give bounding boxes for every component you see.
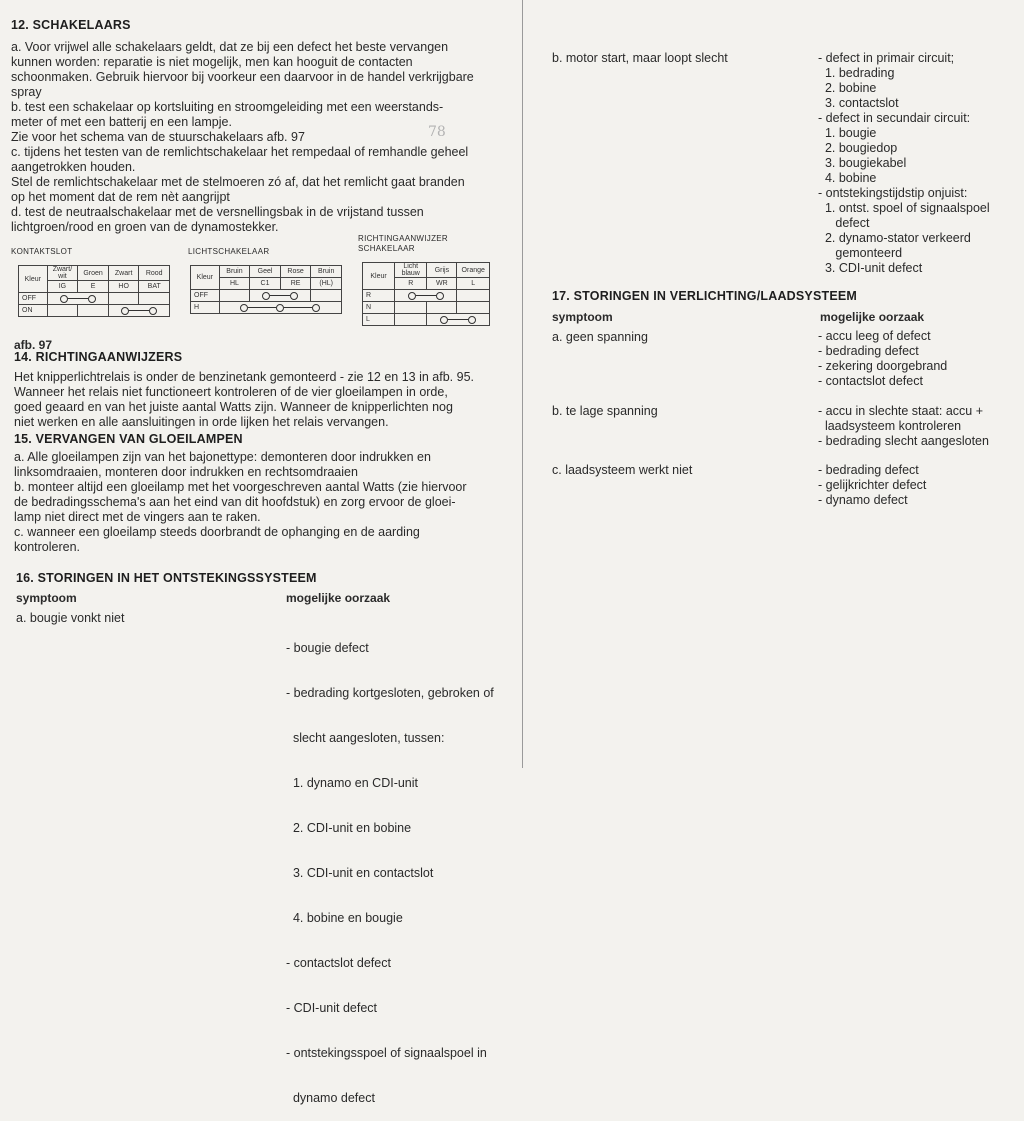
connection-mark	[47, 293, 108, 305]
figure-caption: afb. 97	[14, 338, 53, 352]
table-code-cell: C1	[250, 278, 281, 290]
section-17-causes-b	[818, 404, 989, 449]
table-header-cell: Kleur	[363, 263, 395, 290]
table-cell	[108, 293, 139, 305]
cause-item: - bedrading kortgesloten, gebroken of	[286, 686, 494, 700]
table-header-cell: Groen	[78, 266, 109, 281]
text-line: lamp niet direct met de vingers aan te raken.	[14, 510, 261, 524]
table-row-label: OFF	[191, 290, 220, 302]
cause-item: - defect in secundair circuit:	[818, 111, 971, 125]
lichtschakelaar-switch-table	[190, 265, 342, 314]
column-divider	[522, 0, 523, 768]
cause-item: - contactslot defect	[818, 374, 923, 388]
table-header-cell: Bruin	[311, 266, 342, 278]
text-line: spray	[11, 85, 42, 99]
connection-mark	[219, 302, 341, 314]
section-16-title: 16. STORINGEN IN HET ONTSTEKINGSSYSTEEM	[16, 571, 317, 585]
table-cell	[427, 302, 457, 314]
table-code-cell: L	[457, 278, 490, 290]
section-15-title: 15. VERVANGEN VAN GLOEILAMPEN	[14, 432, 243, 446]
cause-item: - bedrading defect	[818, 463, 919, 477]
text-line: a. Voor vrijwel alle schakelaars geldt, dat ze bij een defect het beste vervangen	[11, 40, 449, 54]
cause-item: - zekering doorgebrand	[818, 359, 948, 373]
cause-item: - contactslot defect	[286, 956, 391, 970]
section-17-cause-header: mogelijke oorzaak	[820, 310, 925, 324]
text-line: goed geaard en van het juiste aantal Watts zijn. Wanneer de knipperlichten nog	[14, 400, 453, 414]
cause-item: - ontstekingstijdstip onjuist:	[818, 186, 968, 200]
text-line: niet werken en alle aansluitingen in orde lijken het relais vervangen.	[14, 415, 389, 429]
text-line: d. test de neutraalschakelaar met de versnellingsbak in de vrijstand tussen	[11, 205, 424, 219]
cause-item: defect	[818, 216, 870, 230]
cause-item: slecht aangesloten, tussen:	[286, 731, 445, 745]
text-line: linksomdraaien, monteren door indrukken en rechtsomdraaien	[14, 465, 358, 479]
text-line: a. Alle gloeilampen zijn van het bajonettype: demonteren door indrukken en	[14, 450, 431, 464]
table-header-cell: Rood	[139, 266, 170, 281]
text-line: op het moment dat de rem nèt aangrijpt	[11, 190, 230, 204]
table-row-label: H	[191, 302, 220, 314]
text-line: b. monteer altijd een gloeilamp met het voorgeschreven aantal Watts (zie hiervoor	[14, 480, 467, 494]
section-14-title: 14. RICHTINGAANWIJZERS	[14, 350, 183, 364]
cause-item: 4. bobine	[818, 171, 877, 185]
section-12-title: 12. SCHAKELAARS	[11, 18, 131, 32]
text-line: lichtgroen/rood en groen van de dynamostekker.	[11, 220, 279, 234]
cause-item: 4. bobine en bougie	[286, 911, 403, 925]
section-16-cause-header: mogelijke oorzaak	[286, 591, 391, 605]
cause-item: gemonteerd	[818, 246, 903, 260]
table-row-label: OFF	[19, 293, 48, 305]
cause-item: 2. bougiedop	[818, 141, 898, 155]
connection-mark	[395, 290, 457, 302]
section-17-symptom-b: b. te lage spanning	[552, 404, 658, 418]
section-17-symptom-header: symptoom	[552, 310, 613, 324]
text-line: Wanneer het relais niet functioneert kontroleren of de vier gloeilampen in orde,	[14, 385, 448, 399]
text-line: kunnen worden: reparatie is niet mogelijk, men kan hooguit de contacten	[11, 55, 413, 69]
table-header-cell: Zwart	[108, 266, 139, 281]
richting-label-2: SCHAKELAAR	[358, 244, 415, 253]
table-cell	[395, 302, 427, 314]
table-row-label: R	[363, 290, 395, 302]
cause-item: - gelijkrichter defect	[818, 478, 927, 492]
section-17-symptom-a: a. geen spanning	[552, 330, 648, 344]
table-row-label: ON	[19, 305, 48, 317]
section-16-symptom-a: a. bougie vonkt niet	[16, 611, 125, 625]
text-line: c. wanneer een gloeilamp steeds doorbrandt de ophanging en de aarding	[14, 525, 420, 539]
table-header-cell: Zwart/ wit	[47, 266, 78, 281]
table-cell	[78, 305, 109, 317]
text-line: c. tijdens het testen van de remlichtschakelaar het rempedaal of remhandle geheel	[11, 145, 469, 159]
kontaktslot-label: KONTAKTSLOT	[11, 247, 73, 256]
table-header-cell: Grijs	[427, 263, 457, 278]
text-line: Het knipperlichtrelais is onder de benzinetank gemonteerd - zie 12 en 13 in afb. 95.	[14, 370, 475, 384]
cause-item: - accu leeg of defect	[818, 329, 931, 343]
cause-item: dynamo defect	[286, 1091, 375, 1105]
section-16-symptom-b: b. motor start, maar loopt slecht	[552, 51, 728, 65]
table-code-cell: BAT	[139, 281, 170, 293]
section-16-causes-b	[818, 51, 990, 276]
cause-item: 3. contactslot	[818, 96, 899, 110]
cause-item: - bougie defect	[286, 641, 369, 655]
table-cell	[457, 290, 490, 302]
cause-item: 3. CDI-unit en contactslot	[286, 866, 434, 880]
table-code-cell: (HL)	[311, 278, 342, 290]
cause-item: 2. dynamo-stator verkeerd	[818, 231, 971, 245]
richting-switch-table	[362, 262, 490, 326]
text-line: Zie voor het schema van de stuurschakelaars afb. 97	[11, 130, 305, 144]
table-cell	[139, 293, 170, 305]
text-line: aangetrokken houden.	[11, 160, 136, 174]
cause-item: - CDI-unit defect	[286, 1001, 378, 1015]
table-cell	[457, 302, 490, 314]
connection-mark	[427, 314, 490, 326]
cause-item: - ontstekingsspoel of signaalspoel in	[286, 1046, 487, 1060]
text-line: b. test een schakelaar op kortsluiting en stroomgeleiding met een weerstands-	[11, 100, 444, 114]
text-line: Stel de remlichtschakelaar met de stelmoeren zó af, dat het remlicht gaat branden	[11, 175, 465, 189]
cause-item: laadsysteem kontroleren	[818, 419, 962, 433]
section-17-title: 17. STORINGEN IN VERLICHTING/LAADSYSTEEM	[552, 289, 858, 303]
table-header-cell: Geel	[250, 266, 281, 278]
section-16-symptom-header: symptoom	[16, 591, 77, 605]
cause-item: 1. bougie	[818, 126, 877, 140]
text-line: de bedradingsschema's aan het eind van dit hoofdstuk) en zorg ervoor de gloei-	[14, 495, 456, 509]
table-row-label: L	[363, 314, 395, 326]
cause-item: 1. dynamo en CDI-unit	[286, 776, 419, 790]
richting-label-1: RICHTINGAANWIJZER	[358, 234, 448, 243]
table-header-cell: Bruin	[219, 266, 250, 278]
table-cell	[47, 305, 78, 317]
table-header-cell: Kleur	[19, 266, 48, 293]
section-14-body	[14, 370, 520, 430]
table-cell	[395, 314, 427, 326]
text-line: kontroleren.	[14, 540, 81, 554]
table-code-cell: HO	[108, 281, 139, 293]
cause-item: 2. CDI-unit en bobine	[286, 821, 412, 835]
section-17-causes-a	[818, 329, 947, 389]
section-17-symptom-c: c. laadsysteem werkt niet	[552, 463, 693, 477]
section-15-body	[14, 450, 520, 555]
handwritten-page-number: 78	[428, 124, 446, 140]
table-code-cell: E	[78, 281, 109, 293]
table-header-cell: Rose	[280, 266, 311, 278]
cause-item: - defect in primair circuit;	[818, 51, 955, 65]
cause-item: - bedrading defect	[818, 344, 919, 358]
text-line: meter of met een batterij en een lampje.	[11, 115, 232, 129]
table-header-cell: Licht blauw	[395, 263, 427, 278]
kontaktslot-switch-table	[18, 265, 170, 317]
text-line: schoonmaken. Gebruik hiervoor bij voorkeur een daarvoor in de handel verkrijgbare	[11, 70, 474, 84]
table-code-cell: WR	[427, 278, 457, 290]
section-17-causes-c	[818, 463, 926, 508]
connection-mark	[250, 290, 311, 302]
connection-mark	[108, 305, 169, 317]
cause-item: 3. CDI-unit defect	[818, 261, 923, 275]
table-cell	[219, 290, 250, 302]
table-header-cell: Kleur	[191, 266, 220, 290]
cause-item: - dynamo defect	[818, 493, 908, 507]
table-cell	[311, 290, 342, 302]
table-code-cell: RE	[280, 278, 311, 290]
cause-item: 1. ontst. spoel of signaalspoel	[818, 201, 990, 215]
section-12-body	[11, 40, 519, 235]
table-row-label: N	[363, 302, 395, 314]
cause-item: 1. bedrading	[818, 66, 895, 80]
cause-item: - accu in slechte staat: accu +	[818, 404, 984, 418]
cause-item: 2. bobine	[818, 81, 877, 95]
table-header-cell: Orange	[457, 263, 490, 278]
table-code-cell: R	[395, 278, 427, 290]
lichtschakelaar-label: LICHTSCHAKELAAR	[188, 247, 270, 256]
table-code-cell: IG	[47, 281, 78, 293]
cause-item: - bedrading slecht aangesloten	[818, 434, 989, 448]
section-16-causes-a	[286, 611, 494, 1121]
cause-item: 3. bougiekabel	[818, 156, 907, 170]
table-code-cell: HL	[219, 278, 250, 290]
